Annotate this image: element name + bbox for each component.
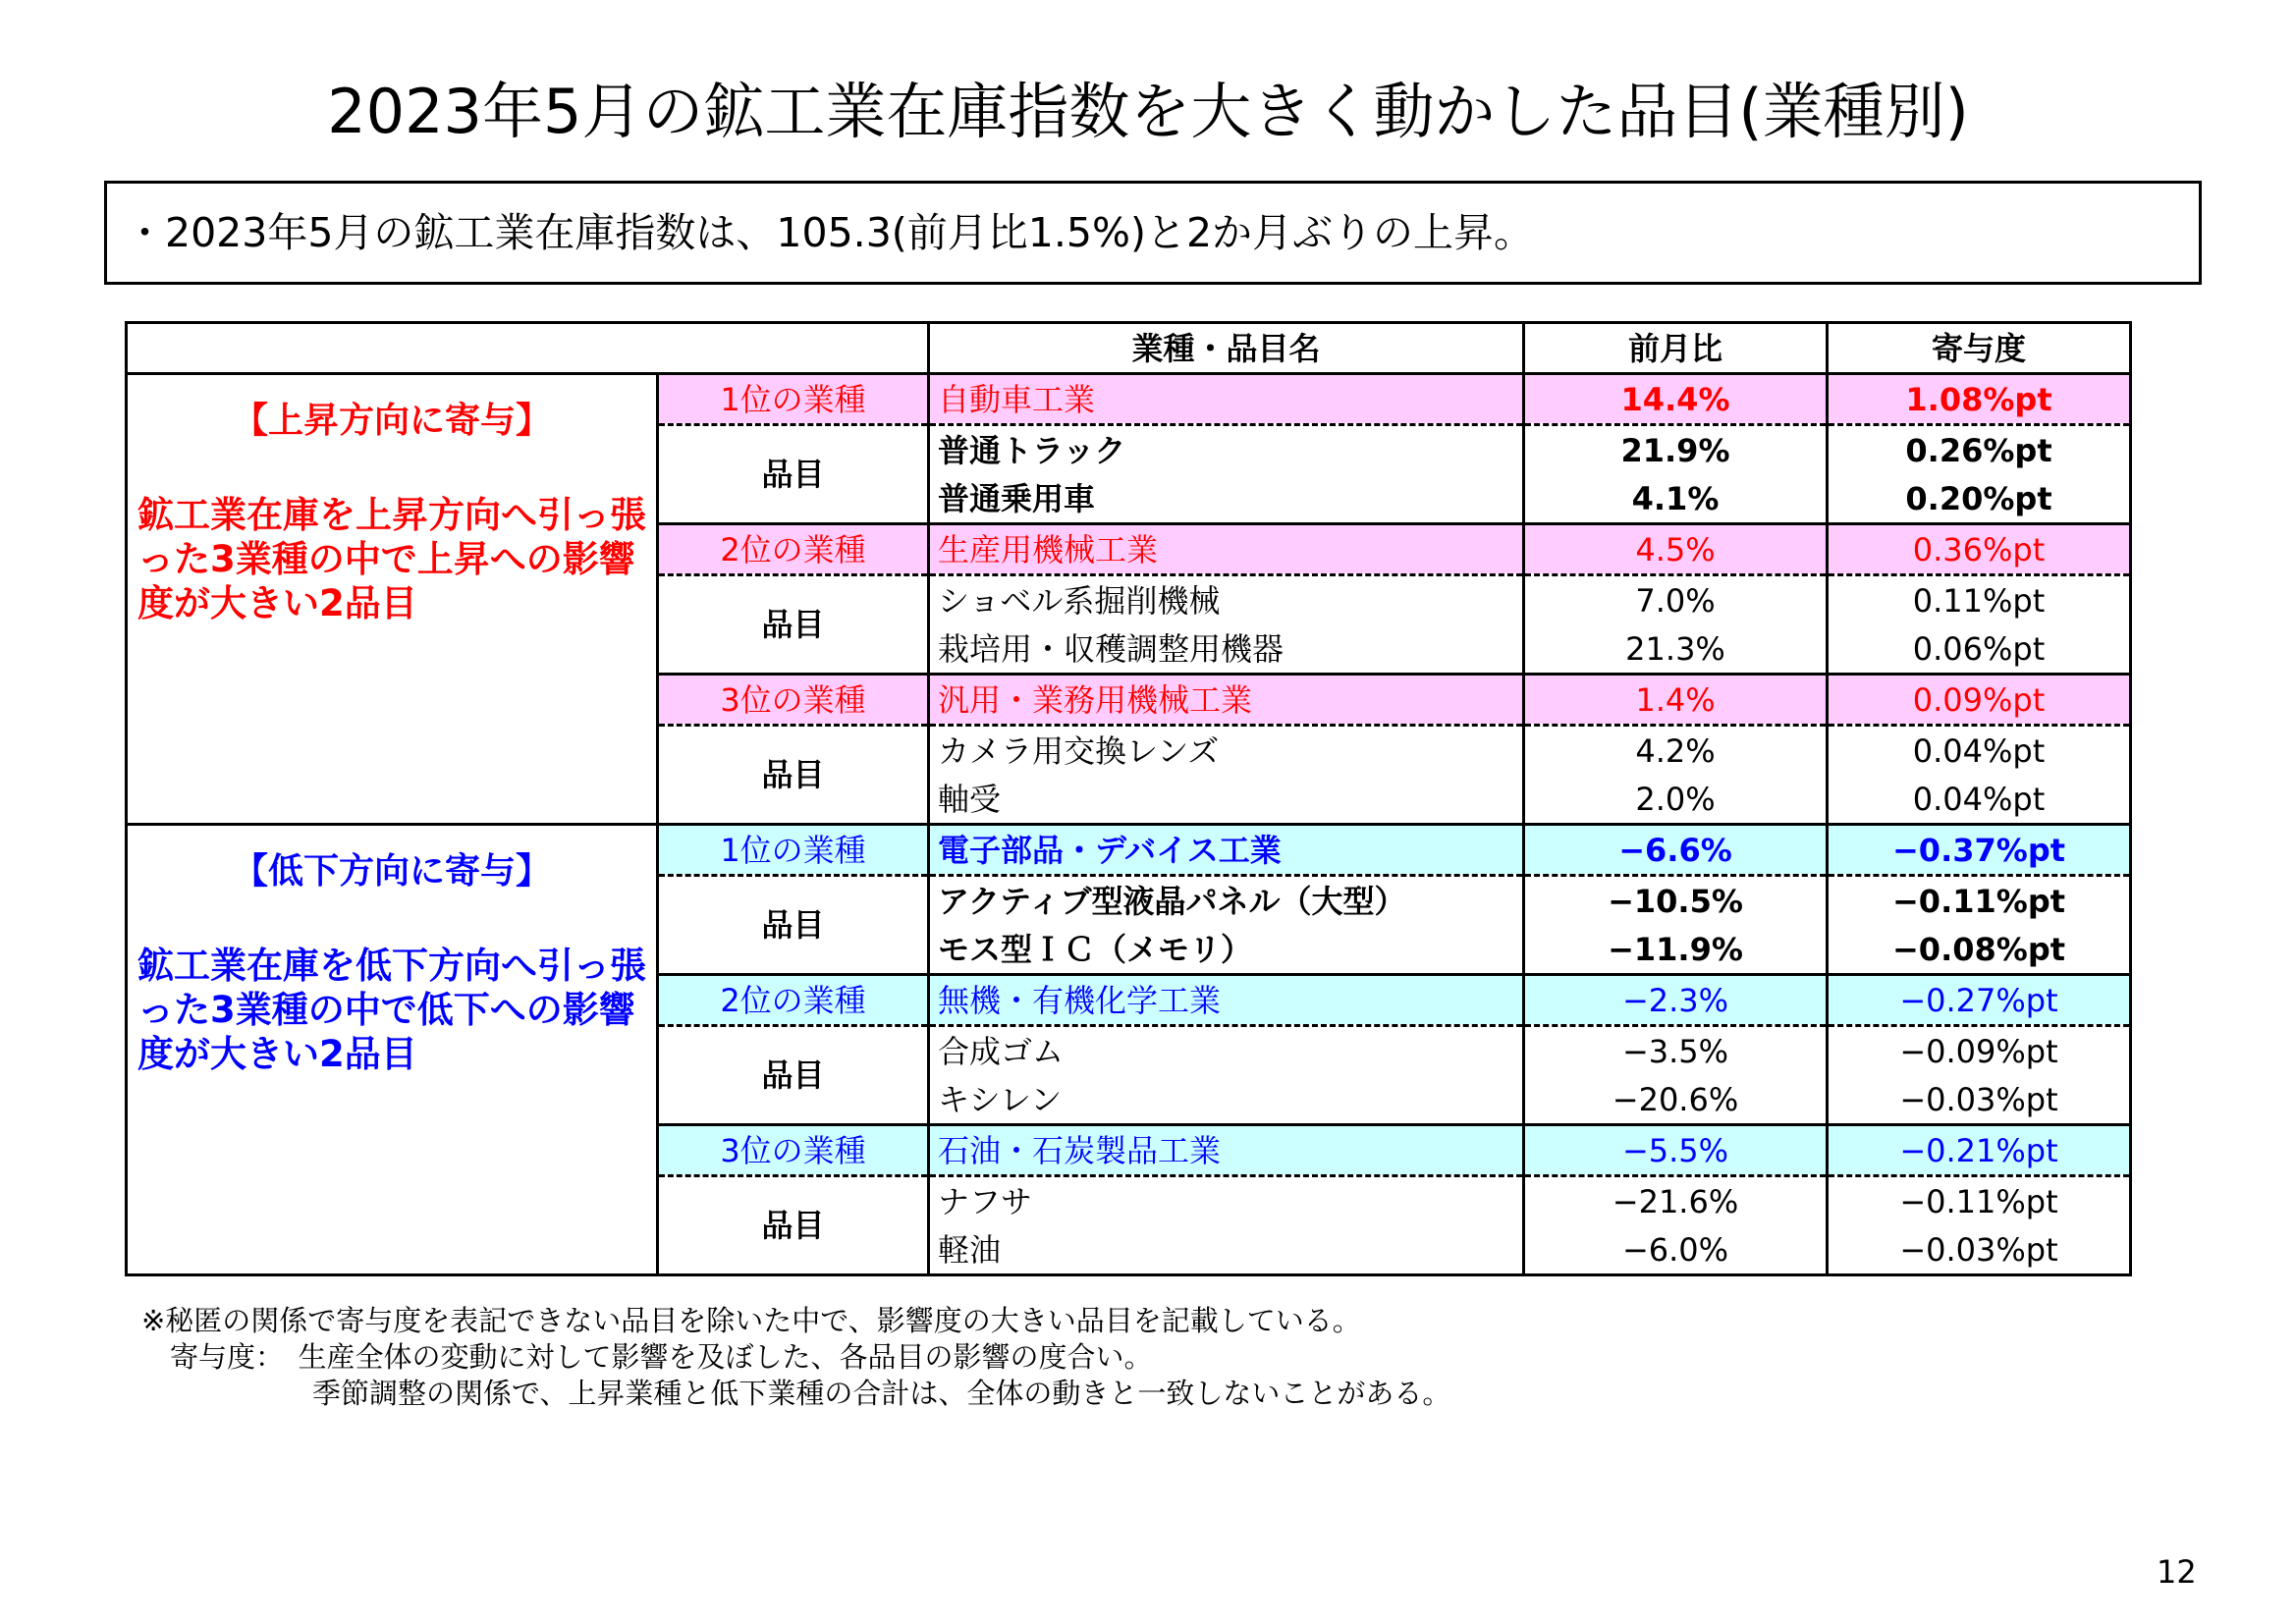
- up-industry-3-mom: 1.4%: [1524, 675, 1828, 726]
- up-item-3-1-mom: 4.2%: [1524, 726, 1828, 776]
- up-item-1-2: 普通乗用車: [929, 474, 1524, 524]
- down-item-2-1-mom: −3.5%: [1524, 1026, 1828, 1076]
- header-mom: 前月比: [1524, 323, 1828, 374]
- up-item-1-2-mom: 4.1%: [1524, 474, 1828, 524]
- up-item-1-2-contrib: 0.20%pt: [1828, 474, 2131, 524]
- down-direction-cell: [127, 825, 658, 1275]
- page-title: 2023年5月の鉱工業在庫指数を大きく動かした品目(業種別): [327, 76, 1969, 147]
- down-rank-1: 1位の業種: [658, 825, 929, 876]
- down-industry-1-contrib: −0.37%pt: [1828, 825, 2131, 876]
- up-item-3-1: カメラ用交換レンズ: [929, 726, 1524, 776]
- down-item-1-2-mom: −11.9%: [1524, 925, 1828, 975]
- down-item-1-1-contrib: −0.11%pt: [1828, 876, 2131, 926]
- footnote-line-2: 寄与度： 生産全体の変動に対して影響を及ぼした、各品目の影響の度合い。: [141, 1340, 1153, 1374]
- down-item-1-2-contrib: −0.08%pt: [1828, 925, 2131, 975]
- down-item-1-1-mom: −10.5%: [1524, 876, 1828, 926]
- page-number: 12: [2157, 1553, 2197, 1591]
- up-rank-3: 3位の業種: [658, 675, 929, 726]
- down-item-3-1-contrib: −0.11%pt: [1828, 1176, 2131, 1226]
- down-item-1-2: モス型ＩＣ（メモリ）: [929, 925, 1524, 975]
- footnote-line-3: 季節調整の関係で、上昇業種と低下業種の合計は、全体の動きと一致しないことがある。: [141, 1377, 1451, 1410]
- down-industry-1: 電子部品・デバイス工業: [929, 825, 1524, 876]
- up-industry-2-mom: 4.5%: [1524, 524, 1828, 575]
- down-industry-3-contrib: −0.21%pt: [1828, 1125, 2131, 1176]
- header-contrib: 寄与度: [1828, 323, 2131, 374]
- down-industry-1-mom: −6.6%: [1524, 825, 1828, 876]
- up-industry-2-contrib: 0.36%pt: [1828, 524, 2131, 575]
- up-industry-1-mom: 14.4%: [1524, 374, 1828, 425]
- down-item-3-1: ナフサ: [929, 1176, 1524, 1226]
- down-rank-3: 3位の業種: [658, 1125, 929, 1176]
- down-item-label-2: 品目: [658, 1026, 929, 1125]
- up-item-3-1-contrib: 0.04%pt: [1828, 726, 2131, 776]
- down-item-3-2-contrib: −0.03%pt: [1828, 1225, 2131, 1275]
- table-header-row: [127, 323, 2131, 374]
- footnote-line-1: ※秘匿の関係で寄与度を表記できない品目を除いた中で、影響度の大きい品目を記載している。: [141, 1304, 1361, 1337]
- down-item-2-1-contrib: −0.09%pt: [1828, 1026, 2131, 1076]
- down-item-3-2-mom: −6.0%: [1524, 1225, 1828, 1275]
- down-item-label-3: 品目: [658, 1176, 929, 1275]
- up-rank-2: 2位の業種: [658, 524, 929, 575]
- down-item-label-1: 品目: [658, 876, 929, 975]
- down-item-2-2: キシレン: [929, 1075, 1524, 1125]
- up-industry-2: 生産用機械工業: [929, 524, 1524, 575]
- header-blank: [127, 323, 929, 374]
- contribution-table: [125, 321, 2132, 1276]
- up-item-3-2-contrib: 0.04%pt: [1828, 775, 2131, 825]
- summary-box: ・2023年5月の鉱工業在庫指数は、105.3(前月比1.5%)と2か月ぶりの上昇。: [104, 181, 2202, 285]
- footnotes: [141, 1303, 1450, 1412]
- down-industry-3: 石油・石炭製品工業: [929, 1125, 1524, 1176]
- up-item-2-1: ショベル系掘削機械: [929, 575, 1524, 625]
- header-name: 業種・品目名: [929, 323, 1524, 374]
- up-item-label-2: 品目: [658, 575, 929, 675]
- down-item-1-1: アクティブ型液晶パネル（大型）: [929, 876, 1524, 926]
- up-item-1-1: 普通トラック: [929, 425, 1524, 475]
- down-industry-2-contrib: −0.27%pt: [1828, 975, 2131, 1026]
- up-item-2-1-mom: 7.0%: [1524, 575, 1828, 625]
- up-item-3-2-mom: 2.0%: [1524, 775, 1828, 825]
- down-item-2-1: 合成ゴム: [929, 1026, 1524, 1076]
- down-industry-2: 無機・有機化学工業: [929, 975, 1524, 1026]
- up-item-1-1-contrib: 0.26%pt: [1828, 425, 2131, 475]
- down-item-3-1-mom: −21.6%: [1524, 1176, 1828, 1226]
- down-description: 鉱工業在庫を低下方向へ引っ張った3業種の中で低下への影響度が大きい2品目: [137, 945, 646, 1075]
- up-industry-1-contrib: 1.08%pt: [1828, 374, 2131, 425]
- table-row: [127, 374, 2131, 425]
- down-item-3-2: 軽油: [929, 1225, 1524, 1275]
- down-industry-3-mom: −5.5%: [1524, 1125, 1828, 1176]
- down-rank-2: 2位の業種: [658, 975, 929, 1026]
- up-industry-1: 自動車工業: [929, 374, 1524, 425]
- up-item-2-1-contrib: 0.11%pt: [1828, 575, 2131, 625]
- up-industry-3-contrib: 0.09%pt: [1828, 675, 2131, 726]
- up-item-2-2: 栽培用・収穫調整用機器: [929, 624, 1524, 675]
- up-description: 鉱工業在庫を上昇方向へ引っ張った3業種の中で上昇への影響度が大きい2品目: [137, 494, 646, 624]
- up-item-1-1-mom: 21.9%: [1524, 425, 1828, 475]
- up-industry-3: 汎用・業務用機械工業: [929, 675, 1524, 726]
- up-item-label-1: 品目: [658, 425, 929, 524]
- up-item-2-2-mom: 21.3%: [1524, 624, 1828, 675]
- up-item-3-2: 軸受: [929, 775, 1524, 825]
- up-item-label-3: 品目: [658, 726, 929, 825]
- down-item-2-2-mom: −20.6%: [1524, 1075, 1828, 1125]
- down-title: 【低下方向に寄与】: [232, 851, 551, 892]
- up-title: 【上昇方向に寄与】: [232, 401, 551, 441]
- up-direction-cell: [127, 374, 658, 825]
- down-item-2-2-contrib: −0.03%pt: [1828, 1075, 2131, 1125]
- table-row: [127, 825, 2131, 876]
- down-industry-2-mom: −2.3%: [1524, 975, 1828, 1026]
- up-item-2-2-contrib: 0.06%pt: [1828, 624, 2131, 675]
- up-rank-1: 1位の業種: [658, 374, 929, 425]
